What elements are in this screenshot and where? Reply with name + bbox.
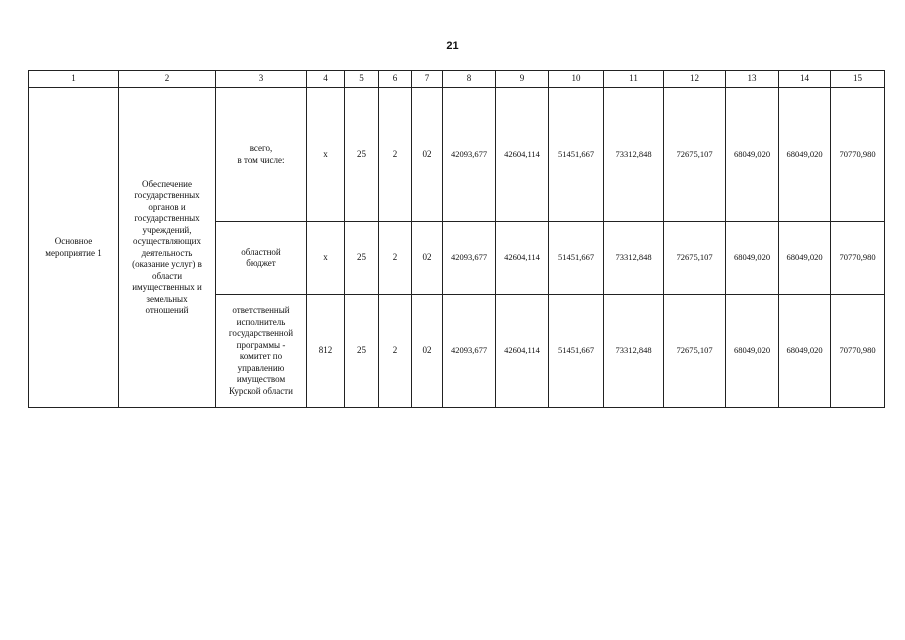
- header-row: [29, 71, 885, 88]
- page-number: 21: [446, 40, 459, 52]
- header-cell: 9: [496, 71, 549, 88]
- value-cell: 42604,114: [496, 88, 549, 222]
- header-cell: 7: [412, 71, 443, 88]
- value-cell: 73312,848: [604, 222, 664, 295]
- value-cell: 42604,114: [496, 295, 549, 408]
- value-cell: 68049,020: [779, 295, 831, 408]
- header-cell: 11: [604, 71, 664, 88]
- value-cell: 72675,107: [664, 222, 726, 295]
- funding-source-cell: областной бюджет: [216, 222, 307, 295]
- header-cell: 3: [216, 71, 307, 88]
- grbs-cell: 812: [307, 295, 345, 408]
- value-cell: 73312,848: [604, 88, 664, 222]
- rz-cell: 25: [345, 295, 379, 408]
- value-cell: 51451,667: [549, 295, 604, 408]
- table-row: [29, 88, 885, 222]
- event-description-cell: Обеспечение государственных органов и государственных учреждений, осуществляющих деятельность (оказание услуг) в области имущественных и земельных отношений: [119, 88, 216, 408]
- csr-cell: 02: [412, 88, 443, 222]
- header-cell: 6: [379, 71, 412, 88]
- header-cell: 10: [549, 71, 604, 88]
- value-cell: 70770,980: [831, 88, 885, 222]
- value-cell: 68049,020: [726, 88, 779, 222]
- funding-source-cell: всего, в том числе:: [216, 88, 307, 222]
- pr-cell: 2: [379, 222, 412, 295]
- header-cell: 13: [726, 71, 779, 88]
- event-name-cell: Основное мероприятие 1: [29, 88, 119, 408]
- value-cell: 72675,107: [664, 88, 726, 222]
- value-cell: 73312,848: [604, 295, 664, 408]
- header-cell: 15: [831, 71, 885, 88]
- value-cell: 42093,677: [443, 295, 496, 408]
- value-cell: 42604,114: [496, 222, 549, 295]
- value-cell: 68049,020: [779, 88, 831, 222]
- header-cell: 8: [443, 71, 496, 88]
- pr-cell: 2: [379, 295, 412, 408]
- csr-cell: 02: [412, 295, 443, 408]
- value-cell: 68049,020: [726, 295, 779, 408]
- value-cell: 51451,667: [549, 88, 604, 222]
- header-cell: 2: [119, 71, 216, 88]
- value-cell: 51451,667: [549, 222, 604, 295]
- value-cell: 68049,020: [726, 222, 779, 295]
- funding-source-cell: ответственный исполнитель государственной программы - комитет по управлению имуществом Курской области: [216, 295, 307, 408]
- value-cell: 72675,107: [664, 295, 726, 408]
- header-cell: 12: [664, 71, 726, 88]
- value-cell: 68049,020: [779, 222, 831, 295]
- value-cell: 70770,980: [831, 222, 885, 295]
- csr-cell: 02: [412, 222, 443, 295]
- value-cell: 42093,677: [443, 88, 496, 222]
- pr-cell: 2: [379, 88, 412, 222]
- rz-cell: 25: [345, 222, 379, 295]
- value-cell: 70770,980: [831, 295, 885, 408]
- rz-cell: 25: [345, 88, 379, 222]
- header-cell: 4: [307, 71, 345, 88]
- header-cell: 14: [779, 71, 831, 88]
- header-cell: 1: [29, 71, 119, 88]
- grbs-cell: x: [307, 88, 345, 222]
- value-cell: 42093,677: [443, 222, 496, 295]
- header-cell: 5: [345, 71, 379, 88]
- grbs-cell: x: [307, 222, 345, 295]
- budget-table: [28, 70, 885, 408]
